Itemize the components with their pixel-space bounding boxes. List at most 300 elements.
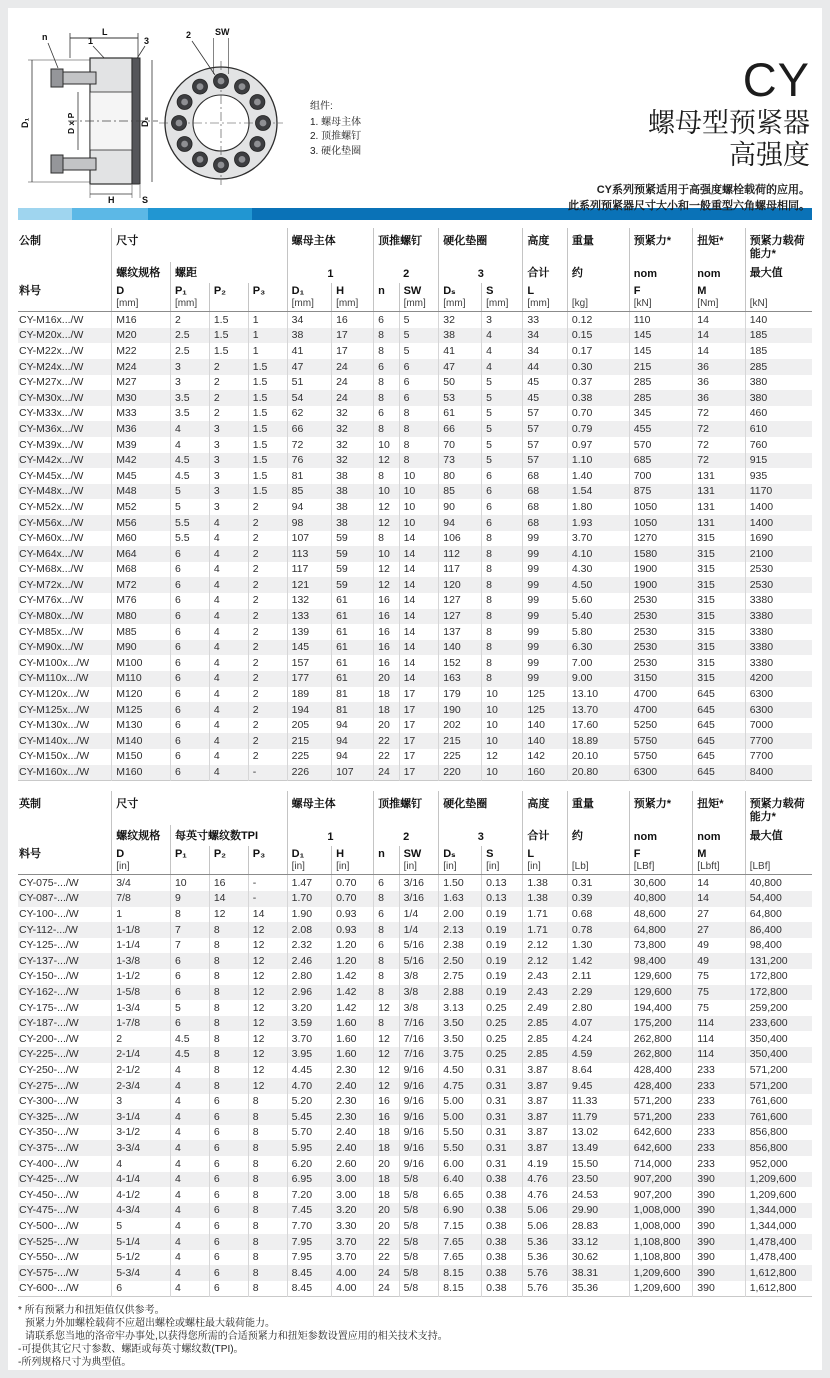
value-cell: 3.70 (287, 1031, 331, 1047)
value-cell: 0.38 (482, 1203, 523, 1219)
value-cell: 51 (287, 375, 331, 391)
value-cell: 6 (374, 907, 399, 923)
value-cell: 18 (374, 1125, 399, 1141)
dim-label-n: n (42, 32, 48, 42)
sub-header: 约 (567, 262, 629, 283)
value-cell: 0.25 (482, 1000, 523, 1016)
table-row (18, 1203, 812, 1219)
table-row (18, 922, 812, 938)
table-row (18, 468, 812, 484)
value-cell: 2.30 (332, 1109, 374, 1125)
part-number-cell: CY-M24x.../W (19, 360, 84, 373)
value-cell: 4 (170, 1156, 209, 1172)
value-cell: 40,800 (745, 875, 812, 891)
value-cell: 12 (248, 1016, 287, 1032)
value-cell: 16 (374, 1109, 399, 1125)
value-cell: 233 (693, 1125, 745, 1141)
value-cell: 17 (332, 328, 374, 344)
value-cell: 5/16 (399, 953, 439, 969)
value-cell: 3.95 (287, 1047, 331, 1063)
value-cell: 94 (439, 515, 482, 531)
value-cell: 7.65 (439, 1250, 482, 1266)
value-cell: 6 (482, 484, 523, 500)
value-cell: 907,200 (629, 1172, 693, 1188)
value-cell: 4 (209, 640, 248, 656)
value-cell: 1.40 (567, 468, 629, 484)
sub-header: 螺距 (170, 262, 287, 283)
value-cell: 129,600 (629, 985, 693, 1001)
value-cell: 1,108,800 (629, 1250, 693, 1266)
value-cell: 16 (209, 875, 248, 891)
value-cell: 8 (482, 640, 523, 656)
technical-drawing (18, 22, 290, 204)
value-cell: 14 (693, 891, 745, 907)
value-cell: 428,400 (629, 1078, 693, 1094)
value-cell: 3.00 (332, 1187, 374, 1203)
value-cell: 6 (374, 312, 399, 328)
value-cell: 57 (523, 453, 567, 469)
value-cell: 45 (523, 390, 567, 406)
value-cell: 47 (287, 359, 331, 375)
accent-segment (18, 208, 72, 220)
value-cell: 9/16 (399, 1109, 439, 1125)
value-cell: 8.45 (287, 1265, 331, 1281)
value-cell: 4.59 (567, 1047, 629, 1063)
value-cell: 645 (693, 718, 745, 734)
value-cell: 132 (287, 593, 331, 609)
dim-label-SW: SW (215, 27, 230, 37)
value-cell: 6 (209, 1125, 248, 1141)
value-cell: 24 (332, 375, 374, 391)
value-cell: 8 (482, 531, 523, 547)
value-cell: 0.78 (567, 922, 629, 938)
value-cell: 5.00 (439, 1109, 482, 1125)
value-cell: 17 (399, 733, 439, 749)
value-cell: 1/4 (399, 907, 439, 923)
value-cell: 8 (209, 985, 248, 1001)
table-row (18, 312, 812, 328)
value-cell: 7700 (745, 733, 812, 749)
value-cell: 15.50 (567, 1156, 629, 1172)
column-header: n (374, 283, 399, 312)
value-cell: 12 (374, 515, 399, 531)
value-cell: 94 (332, 749, 374, 765)
value-cell: 12 (374, 1078, 399, 1094)
value-cell: 5 (170, 499, 209, 515)
value-cell: 2.13 (439, 922, 482, 938)
value-cell: 8 (374, 1016, 399, 1032)
part-number-cell: CY-M42x.../W (19, 454, 84, 467)
column-header: H [mm] (332, 283, 374, 312)
value-cell: 4 (482, 343, 523, 359)
value-cell: 1.5 (248, 390, 287, 406)
value-cell: M68 (112, 562, 171, 578)
value-cell: 350,400 (745, 1031, 812, 1047)
value-cell: 45 (523, 375, 567, 391)
part-number-cell: CY-M160x.../W (19, 766, 90, 778)
value-cell: 1.5 (209, 312, 248, 328)
value-cell: 8 (248, 1187, 287, 1203)
column-header: H [in] (332, 846, 374, 875)
value-cell: 4 (209, 609, 248, 625)
value-cell: 1,612,800 (745, 1281, 812, 1297)
value-cell: 68 (523, 484, 567, 500)
table-row (18, 907, 812, 923)
value-cell: 64,800 (745, 907, 812, 923)
table-row (18, 624, 812, 640)
table-row (18, 484, 812, 500)
part-number-cell: CY-M45x.../W (19, 469, 84, 482)
part-number-cell: CY-575-.../W (19, 1266, 79, 1279)
value-cell: 0.38 (482, 1234, 523, 1250)
value-cell: 8 (482, 546, 523, 562)
value-cell: 3 (170, 375, 209, 391)
footnote: 预紧力外加螺栓载荷不应超出螺栓或螺柱最大载荷能力。 (25, 1318, 275, 1330)
value-cell: 1.60 (332, 1016, 374, 1032)
value-cell: 36 (693, 375, 745, 391)
value-cell: 9/16 (399, 1063, 439, 1079)
part-number-cell: CY-500-.../W (19, 1219, 79, 1232)
value-cell: 0.15 (567, 328, 629, 344)
value-cell: M85 (112, 624, 171, 640)
value-cell: 1900 (629, 562, 693, 578)
value-cell: 6 (399, 390, 439, 406)
value-cell: 99 (523, 655, 567, 671)
value-cell: 3380 (745, 593, 812, 609)
part-number-cell: CY-M36x.../W (19, 422, 84, 435)
value-cell: 8 (399, 437, 439, 453)
value-cell: 4.45 (287, 1063, 331, 1079)
value-cell: 233 (693, 1109, 745, 1125)
value-cell: 142 (523, 749, 567, 765)
value-cell: 16 (374, 609, 399, 625)
value-cell: 0.38 (482, 1250, 523, 1266)
value-cell: 1.5 (248, 468, 287, 484)
value-cell: 642,600 (629, 1140, 693, 1156)
part-number-cell: CY-M130x.../W (19, 719, 90, 732)
value-cell: 6 (170, 593, 209, 609)
value-cell: 81 (332, 687, 374, 703)
value-cell: 8 (374, 531, 399, 547)
value-cell: 8 (399, 453, 439, 469)
footnote: * 所有预紧力和扭矩值仅供参考。 (18, 1305, 165, 1317)
value-cell: 1.5 (248, 421, 287, 437)
part-number-cell: CY-350-.../W (19, 1126, 79, 1139)
value-cell: 1.71 (523, 922, 567, 938)
table-row (18, 1250, 812, 1266)
value-cell: 11.79 (567, 1109, 629, 1125)
value-cell: 390 (693, 1234, 745, 1250)
value-cell: 4.19 (523, 1156, 567, 1172)
value-cell: 4.5 (170, 1047, 209, 1063)
value-cell: 7.95 (287, 1234, 331, 1250)
value-cell: 18 (374, 1172, 399, 1188)
value-cell: 6 (209, 1109, 248, 1125)
value-cell: 12 (248, 985, 287, 1001)
value-cell: 59 (332, 577, 374, 593)
value-cell: 4 (209, 593, 248, 609)
value-cell: 9/16 (399, 1094, 439, 1110)
column-header: P₂ (209, 846, 248, 875)
value-cell: 2 (248, 687, 287, 703)
value-cell: 190 (439, 702, 482, 718)
value-cell: 8 (482, 624, 523, 640)
value-cell: 6 (209, 1140, 248, 1156)
value-cell: 1270 (629, 531, 693, 547)
value-cell: 4 (209, 531, 248, 547)
group-header: 预紧力* (629, 791, 693, 825)
value-cell: 81 (287, 468, 331, 484)
sub-header: nom (629, 262, 693, 283)
value-cell: 6 (209, 1156, 248, 1172)
value-cell: 8 (482, 562, 523, 578)
value-cell: 12 (248, 1047, 287, 1063)
value-cell: 7000 (745, 718, 812, 734)
value-cell: 2 (248, 718, 287, 734)
value-cell: 1.47 (287, 875, 331, 891)
value-cell: 6300 (629, 765, 693, 781)
value-cell: 390 (693, 1265, 745, 1281)
value-cell: 18 (374, 1187, 399, 1203)
value-cell: 10 (482, 718, 523, 734)
value-cell: 0.31 (482, 1094, 523, 1110)
value-cell: 0.38 (482, 1218, 523, 1234)
value-cell: 8 (248, 1109, 287, 1125)
value-cell: 2530 (629, 655, 693, 671)
column-header: L [mm] (523, 283, 567, 312)
value-cell: 6 (209, 1094, 248, 1110)
value-cell: 6 (170, 1016, 209, 1032)
value-cell: 6300 (745, 687, 812, 703)
value-cell: 233 (693, 1063, 745, 1079)
value-cell: M16 (112, 312, 171, 328)
value-cell: 4 (170, 1234, 209, 1250)
value-cell: 1.42 (567, 953, 629, 969)
value-cell: 8 (374, 985, 399, 1001)
value-cell: 1.5 (248, 406, 287, 422)
value-cell: 14 (399, 577, 439, 593)
sub-header: 2 (374, 262, 439, 283)
value-cell: 0.19 (482, 922, 523, 938)
column-header: D₁ [in] (287, 846, 331, 875)
value-cell: 8 (248, 1203, 287, 1219)
value-cell: 8 (374, 375, 399, 391)
value-cell: 1-1/8 (112, 922, 171, 938)
value-cell: 3.20 (332, 1203, 374, 1219)
value-cell: 262,800 (629, 1047, 693, 1063)
table-row (18, 1156, 812, 1172)
value-cell: 8 (374, 328, 399, 344)
value-cell: 2-1/4 (112, 1047, 171, 1063)
value-cell: 9/16 (399, 1156, 439, 1172)
value-cell: 61 (332, 671, 374, 687)
table-row (18, 375, 812, 391)
value-cell: 10 (170, 875, 209, 891)
value-cell: 761,600 (745, 1094, 812, 1110)
value-cell: 99 (523, 546, 567, 562)
sub-header: 螺纹规格 (112, 825, 171, 846)
value-cell: 4.30 (567, 562, 629, 578)
value-cell: 4 (209, 718, 248, 734)
value-cell: 140 (523, 733, 567, 749)
value-cell: 2 (170, 312, 209, 328)
value-cell: 9.45 (567, 1078, 629, 1094)
value-cell: 7/8 (112, 891, 171, 907)
value-cell: 3/16 (399, 891, 439, 907)
value-cell: 44 (523, 359, 567, 375)
table-row (18, 328, 812, 344)
value-cell: 16 (374, 640, 399, 656)
value-cell: 61 (332, 609, 374, 625)
value-cell: 6.40 (439, 1172, 482, 1188)
value-cell: 107 (287, 531, 331, 547)
value-cell: 18 (374, 1140, 399, 1156)
table-row (18, 953, 812, 969)
sub-header: 2 (374, 825, 439, 846)
value-cell: 3/8 (399, 985, 439, 1001)
value-cell: 5/8 (399, 1281, 439, 1297)
value-cell: 5.36 (523, 1250, 567, 1266)
value-cell: 6 (170, 765, 209, 781)
value-cell: 9/16 (399, 1078, 439, 1094)
value-cell: 4 (170, 1172, 209, 1188)
value-cell: 315 (693, 624, 745, 640)
value-cell: 2 (248, 562, 287, 578)
value-cell: 2.40 (332, 1078, 374, 1094)
value-cell: 38 (332, 484, 374, 500)
value-cell: 64,800 (629, 922, 693, 938)
part-number-cell: CY-M22x.../W (19, 344, 84, 357)
value-cell: 315 (693, 655, 745, 671)
part-number-cell: CY-M100x.../W (19, 656, 90, 669)
value-cell: 1,008,000 (629, 1203, 693, 1219)
table-row (18, 969, 812, 985)
value-cell: 4.24 (567, 1031, 629, 1047)
table-row (18, 938, 812, 954)
value-cell: 49 (693, 938, 745, 954)
value-cell: 390 (693, 1250, 745, 1266)
value-cell: 3380 (745, 609, 812, 625)
value-cell: 285 (745, 359, 812, 375)
value-cell: 12 (248, 1000, 287, 1016)
value-cell: 3.30 (332, 1218, 374, 1234)
value-cell: 61 (332, 593, 374, 609)
value-cell: 12 (374, 577, 399, 593)
column-header: 料号 (18, 283, 112, 312)
value-cell: 4.76 (523, 1187, 567, 1203)
value-cell: 34 (523, 328, 567, 344)
value-cell: 1.30 (567, 938, 629, 954)
value-cell: M56 (112, 515, 171, 531)
value-cell: 2.46 (287, 953, 331, 969)
value-cell: 390 (693, 1281, 745, 1297)
value-cell: 5 (399, 312, 439, 328)
value-cell: 645 (693, 733, 745, 749)
column-header: P₁ (170, 846, 209, 875)
value-cell: 2.60 (332, 1156, 374, 1172)
table-row (18, 749, 812, 765)
value-cell: 12 (248, 922, 287, 938)
value-cell: 24 (374, 1265, 399, 1281)
value-cell: 20 (374, 1218, 399, 1234)
callout-1: 1 (88, 36, 94, 46)
value-cell: 380 (745, 375, 812, 391)
value-cell: 4 (209, 671, 248, 687)
legend-title: 组件: (310, 101, 333, 112)
value-cell: 36 (693, 359, 745, 375)
value-cell: 1.71 (523, 907, 567, 923)
group-header: 预紧力载荷能力* (745, 791, 812, 825)
value-cell: 2 (248, 702, 287, 718)
value-cell: 2 (248, 609, 287, 625)
value-cell: M22 (112, 343, 171, 359)
value-cell: 73 (439, 453, 482, 469)
value-cell: 1.10 (567, 453, 629, 469)
value-cell: 194,400 (629, 1000, 693, 1016)
table-row (18, 1265, 812, 1281)
value-cell: 7.45 (287, 1203, 331, 1219)
value-cell: 14 (399, 593, 439, 609)
value-cell: 117 (287, 562, 331, 578)
value-cell: 7.65 (439, 1234, 482, 1250)
part-number-cell: CY-M48x.../W (19, 485, 84, 498)
value-cell: 2.40 (332, 1140, 374, 1156)
value-cell: 1.5 (248, 375, 287, 391)
value-cell: 10 (482, 702, 523, 718)
group-header: 高度 (523, 791, 567, 825)
value-cell: 4.5 (170, 1031, 209, 1047)
value-cell: 4 (482, 328, 523, 344)
value-cell: 0.31 (482, 1078, 523, 1094)
value-cell: 233 (693, 1156, 745, 1172)
column-header: S [in] (482, 846, 523, 875)
value-cell: 12 (248, 1031, 287, 1047)
value-cell: 1-7/8 (112, 1016, 171, 1032)
value-cell: 315 (693, 577, 745, 593)
value-cell: 8 (482, 577, 523, 593)
value-cell: 4 (482, 359, 523, 375)
value-cell: 5.36 (523, 1234, 567, 1250)
part-number-cell: CY-M52x.../W (19, 500, 84, 513)
value-cell: 20 (374, 671, 399, 687)
value-cell: 99 (523, 671, 567, 687)
value-cell: 3.50 (439, 1016, 482, 1032)
value-cell: 4 (170, 1140, 209, 1156)
value-cell: 133 (287, 609, 331, 625)
table-row (18, 718, 812, 734)
part-number-cell: CY-M140x.../W (19, 734, 90, 747)
value-cell: 5.76 (523, 1265, 567, 1281)
value-cell: 61 (332, 640, 374, 656)
value-cell: 205 (287, 718, 331, 734)
value-cell: 455 (629, 421, 693, 437)
value-cell: 5750 (629, 733, 693, 749)
table-row (18, 546, 812, 562)
value-cell: 12 (248, 1078, 287, 1094)
table-row (18, 1187, 812, 1203)
value-cell: 32 (439, 312, 482, 328)
value-cell: 2.96 (287, 985, 331, 1001)
value-cell: 127 (439, 593, 482, 609)
value-cell: 570 (629, 437, 693, 453)
value-cell: 13.10 (567, 687, 629, 703)
part-number-cell: CY-600-.../W (19, 1282, 79, 1295)
value-cell: 8 (399, 421, 439, 437)
value-cell: M160 (112, 765, 171, 781)
value-cell: 390 (693, 1218, 745, 1234)
table-row (18, 577, 812, 593)
value-cell: 225 (287, 749, 331, 765)
